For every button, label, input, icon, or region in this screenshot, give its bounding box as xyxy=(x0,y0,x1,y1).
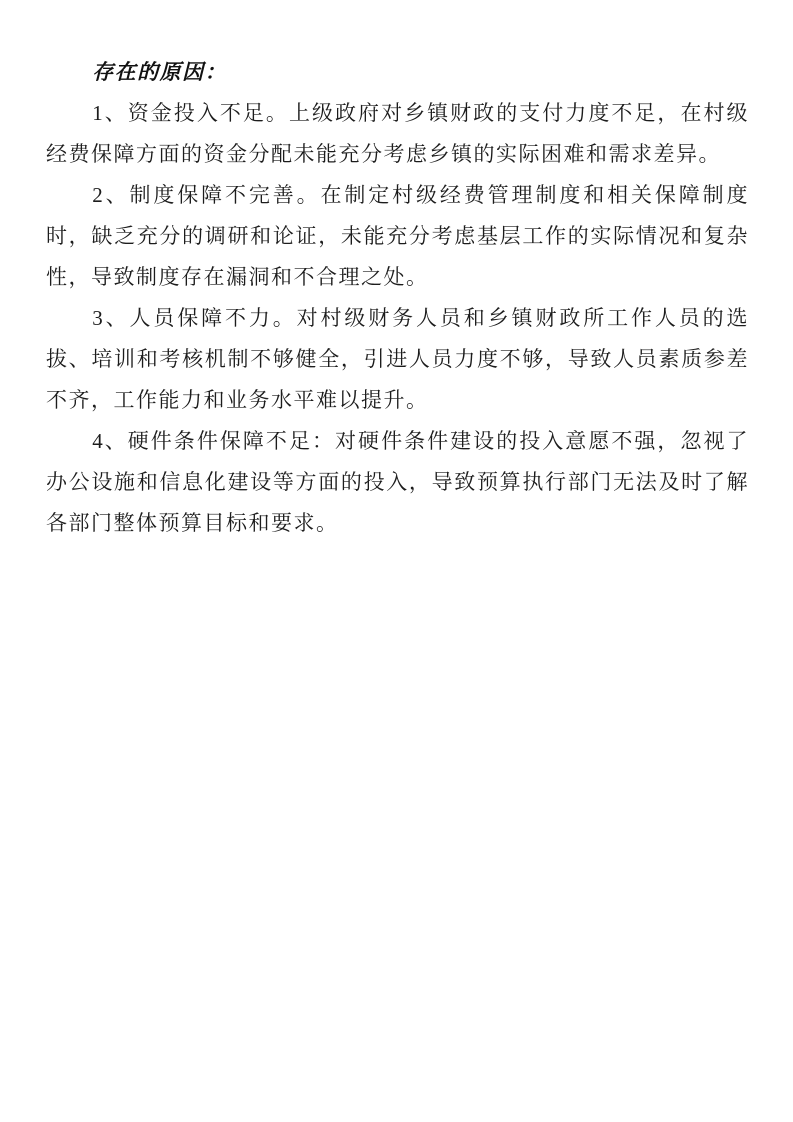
paragraph-1: 1、资金投入不足。上级政府对乡镇财政的支付力度不足，在村级经费保障方面的资金分配未能充分考虑乡镇的实际困难和需求差异。 xyxy=(46,101,749,166)
paragraph-4: 4、硬件条件保障不足：对硬件条件建设的投入意愿不强，忽视了办公设施和信息化建设等方面的投入，导致预算执行部门无法及时了解各部门整体预算目标和要求。 xyxy=(46,429,749,535)
section-heading: 存在的原因： xyxy=(92,60,228,84)
paragraph-3: 3、人员保障不力。对村级财务人员和乡镇财政所工作人员的选拔、培训和考核机制不够健全，引进人员力度不够，导致人员素质参差不齐，工作能力和业务水平难以提升。 xyxy=(46,306,749,412)
paragraph-2: 2、制度保障不完善。在制定村级经费管理制度和相关保障制度时，缺乏充分的调研和论证，未能充分考虑基层工作的实际情况和复杂性，导致制度存在漏洞和不合理之处。 xyxy=(46,183,749,289)
document-content xyxy=(0,0,793,544)
